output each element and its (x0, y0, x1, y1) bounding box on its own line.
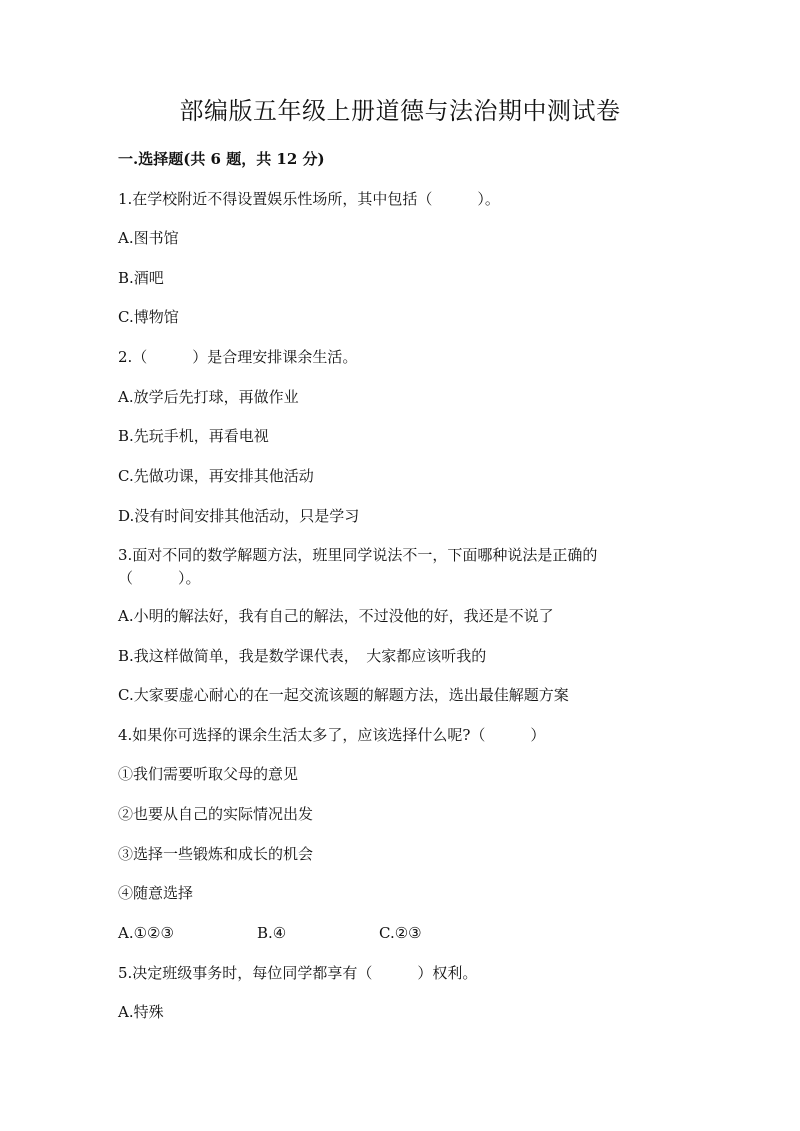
question-1-option-c: C.博物馆 (118, 308, 179, 326)
question-1-option-a: A.图书馆 (118, 229, 179, 247)
question-5: 5.决定班级事务时，每位同学都享有（ ）权利。 (118, 964, 478, 982)
question-4-option-c: C.②③ (379, 924, 422, 942)
page-title: 部编版五年级上册道德与法治期中测试卷 (179, 97, 621, 125)
question-4-item-4: ④随意选择 (118, 884, 194, 902)
question-4-item-1: ①我们需要听取父母的意见 (118, 765, 299, 783)
question-2-option-a: A.放学后先打球，再做作业 (118, 388, 299, 406)
question-4-option-b: B.④ (257, 924, 287, 942)
question-3-line-1: 3.面对不同的数学解题方法，班里同学说法不一，下面哪种说法是正确的 (118, 546, 598, 564)
question-2-option-d: D.没有时间安排其他活动，只是学习 (118, 507, 360, 525)
question-4-item-2: ②也要从自己的实际情况出发 (118, 805, 314, 823)
question-2-option-c: C.先做功课，再安排其他活动 (118, 467, 314, 485)
question-3-option-b: B.我这样做简单，我是数学课代表， 大家都应该听我的 (118, 647, 487, 665)
question-4: 4.如果你可选择的课余生活太多了，应该选择什么呢?（ ） (118, 726, 546, 744)
question-1: 1.在学校附近不得设置娱乐性场所，其中包括（ ）。 (118, 190, 500, 208)
question-3-option-c: C.大家要虚心耐心的在一起交流该题的解题方法，选出最佳解题方案 (118, 686, 569, 704)
question-3-option-a: A.小明的解法好，我有自己的解法，不过没他的好，我还是不说了 (118, 607, 554, 625)
question-1-option-b: B.酒吧 (118, 269, 164, 287)
question-5-option-a: A.特殊 (118, 1003, 164, 1021)
question-4-item-3: ③选择一些锻炼和成长的机会 (118, 845, 314, 863)
question-4-option-a: A.①②③ (118, 924, 174, 942)
question-2-option-b: B.先玩手机，再看电视 (118, 427, 269, 445)
section-heading: 一.选择题(共 6 题，共 12 分) (118, 150, 325, 168)
question-3-line-2: （ ）。 (118, 569, 201, 587)
question-2: 2.（ ）是合理安排课余生活。 (118, 348, 358, 366)
